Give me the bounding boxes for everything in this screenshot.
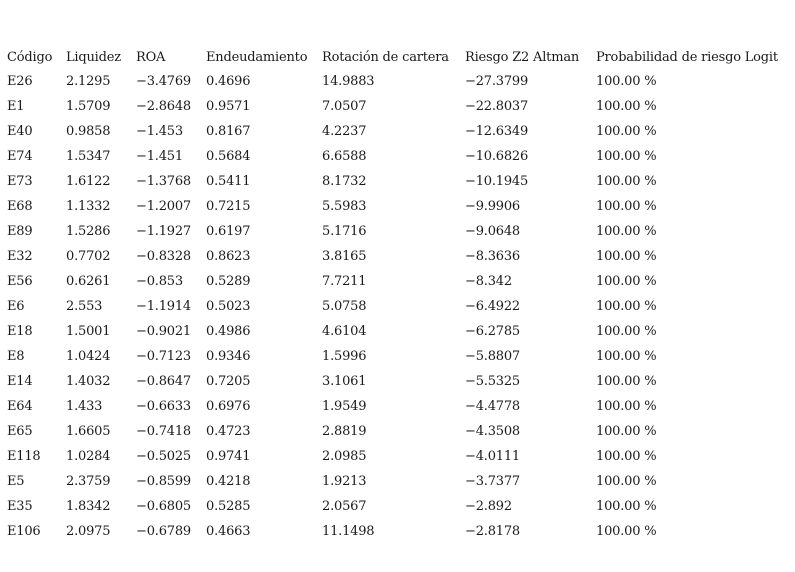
cell-codigo: E18 [7,324,33,339]
cell-liquidez: 1.6122 [66,174,111,189]
cell-rotacion-cartera: 2.0985 [322,449,367,464]
cell-endeudamiento: 0.5023 [206,299,251,314]
header-probabilidad-logit: Probabilidad de riesgo Logit [596,49,778,65]
cell-endeudamiento: 0.5289 [206,274,251,289]
cell-endeudamiento: 0.4663 [206,524,251,539]
cell-rotacion-cartera: 6.6588 [322,149,367,164]
cell-probabilidad-logit: 100.00 % [596,349,657,364]
cell-probabilidad-logit: 100.00 % [596,424,657,439]
cell-codigo: E73 [7,174,33,189]
cell-codigo: E14 [7,374,33,389]
header-roa: ROA [136,49,166,65]
cell-roa: −0.853 [136,274,183,289]
table-row [7,94,792,119]
cell-liquidez: 1.4032 [66,374,111,389]
cell-rotacion-cartera: 5.0758 [322,299,367,314]
cell-endeudamiento: 0.8167 [206,124,251,139]
data-table-container [7,45,792,544]
cell-roa: −1.453 [136,124,183,139]
header-rotacion-cartera: Rotación de cartera [322,49,449,65]
table-row [7,119,792,144]
cell-rotacion-cartera: 14.9883 [322,74,375,89]
cell-riesgo-z2-altman: −12.6349 [465,124,529,139]
table-row [7,519,792,544]
table-row [7,244,792,269]
cell-rotacion-cartera: 1.9549 [322,399,367,414]
cell-liquidez: 1.5001 [66,324,111,339]
table-row [7,194,792,219]
header-liquidez: Liquidez [66,49,121,65]
table-row [7,169,792,194]
cell-liquidez: 1.0424 [66,349,111,364]
cell-probabilidad-logit: 100.00 % [596,174,657,189]
cell-riesgo-z2-altman: −2.8178 [465,524,520,539]
cell-riesgo-z2-altman: −10.1945 [465,174,529,189]
header-codigo: Código [7,49,53,65]
cell-roa: −0.7123 [136,349,191,364]
cell-riesgo-z2-altman: −6.4922 [465,299,520,314]
cell-probabilidad-logit: 100.00 % [596,249,657,264]
cell-probabilidad-logit: 100.00 % [596,474,657,489]
cell-liquidez: 2.553 [66,299,103,314]
cell-liquidez: 1.433 [66,399,103,414]
cell-liquidez: 1.5286 [66,224,111,239]
cell-rotacion-cartera: 4.2237 [322,124,367,139]
cell-endeudamiento: 0.6976 [206,399,251,414]
cell-rotacion-cartera: 1.5996 [322,349,367,364]
cell-endeudamiento: 0.5285 [206,499,251,514]
cell-endeudamiento: 0.7205 [206,374,251,389]
cell-probabilidad-logit: 100.00 % [596,274,657,289]
cell-endeudamiento: 0.4723 [206,424,251,439]
cell-roa: −1.2007 [136,199,191,214]
cell-riesgo-z2-altman: −9.9906 [465,199,520,214]
table-row [7,344,792,369]
table-row [7,69,792,94]
cell-riesgo-z2-altman: −10.6826 [465,149,529,164]
cell-riesgo-z2-altman: −5.5325 [465,374,520,389]
cell-codigo: E56 [7,274,33,289]
table-row [7,394,792,419]
cell-riesgo-z2-altman: −3.7377 [465,474,520,489]
cell-rotacion-cartera: 1.9213 [322,474,367,489]
cell-endeudamiento: 0.6197 [206,224,251,239]
cell-endeudamiento: 0.8623 [206,249,251,264]
cell-probabilidad-logit: 100.00 % [596,99,657,114]
cell-probabilidad-logit: 100.00 % [596,399,657,414]
cell-liquidez: 1.1332 [66,199,111,214]
cell-probabilidad-logit: 100.00 % [596,199,657,214]
cell-liquidez: 2.0975 [66,524,111,539]
cell-roa: −3.4769 [136,74,191,89]
cell-rotacion-cartera: 5.5983 [322,199,367,214]
cell-roa: −0.8328 [136,249,191,264]
cell-roa: −0.6789 [136,524,191,539]
table-row [7,419,792,444]
cell-probabilidad-logit: 100.00 % [596,499,657,514]
cell-roa: −2.8648 [136,99,191,114]
cell-codigo: E68 [7,199,33,214]
cell-codigo: E8 [7,349,25,364]
cell-probabilidad-logit: 100.00 % [596,74,657,89]
cell-codigo: E1 [7,99,25,114]
cell-probabilidad-logit: 100.00 % [596,374,657,389]
cell-rotacion-cartera: 7.0507 [322,99,367,114]
cell-roa: −0.7418 [136,424,191,439]
cell-codigo: E106 [7,524,41,539]
cell-rotacion-cartera: 3.1061 [322,374,367,389]
cell-probabilidad-logit: 100.00 % [596,124,657,139]
table-row [7,444,792,469]
table-header [7,45,792,69]
cell-endeudamiento: 0.9741 [206,449,251,464]
cell-codigo: E26 [7,74,33,89]
table-row [7,469,792,494]
cell-liquidez: 0.9858 [66,124,111,139]
cell-liquidez: 0.6261 [66,274,111,289]
cell-endeudamiento: 0.9346 [206,349,251,364]
cell-riesgo-z2-altman: −5.8807 [465,349,520,364]
cell-rotacion-cartera: 2.8819 [322,424,367,439]
cell-codigo: E35 [7,499,33,514]
cell-endeudamiento: 0.5411 [206,174,251,189]
cell-riesgo-z2-altman: −4.3508 [465,424,520,439]
cell-roa: −0.8599 [136,474,191,489]
cell-endeudamiento: 0.7215 [206,199,251,214]
cell-riesgo-z2-altman: −22.8037 [465,99,529,114]
cell-endeudamiento: 0.5684 [206,149,251,164]
cell-liquidez: 0.7702 [66,249,111,264]
cell-codigo: E5 [7,474,25,489]
cell-endeudamiento: 0.9571 [206,99,251,114]
cell-rotacion-cartera: 4.6104 [322,324,367,339]
cell-endeudamiento: 0.4696 [206,74,251,89]
cell-riesgo-z2-altman: −8.342 [465,274,512,289]
cell-rotacion-cartera: 11.1498 [322,524,375,539]
cell-codigo: E6 [7,299,25,314]
risk-table [7,45,792,544]
cell-riesgo-z2-altman: −8.3636 [465,249,520,264]
cell-probabilidad-logit: 100.00 % [596,524,657,539]
cell-liquidez: 1.6605 [66,424,111,439]
cell-roa: −0.6805 [136,499,191,514]
cell-endeudamiento: 0.4218 [206,474,251,489]
cell-riesgo-z2-altman: −4.0111 [465,449,520,464]
cell-probabilidad-logit: 100.00 % [596,324,657,339]
cell-liquidez: 1.0284 [66,449,111,464]
header-riesgo-z2-altman: Riesgo Z2 Altman [465,49,580,65]
cell-roa: −0.5025 [136,449,191,464]
table-row [7,294,792,319]
cell-liquidez: 2.1295 [66,74,111,89]
header-endeudamiento: Endeudamiento [206,49,308,65]
cell-roa: −0.8647 [136,374,191,389]
cell-probabilidad-logit: 100.00 % [596,224,657,239]
cell-codigo: E32 [7,249,33,264]
table-row [7,494,792,519]
table-row [7,219,792,244]
cell-liquidez: 1.8342 [66,499,111,514]
cell-probabilidad-logit: 100.00 % [596,149,657,164]
cell-endeudamiento: 0.4986 [206,324,251,339]
table-row [7,369,792,394]
cell-riesgo-z2-altman: −27.3799 [465,74,529,89]
cell-liquidez: 1.5709 [66,99,111,114]
cell-roa: −1.1927 [136,224,191,239]
cell-roa: −1.3768 [136,174,191,189]
cell-rotacion-cartera: 7.7211 [322,274,367,289]
cell-probabilidad-logit: 100.00 % [596,449,657,464]
cell-riesgo-z2-altman: −6.2785 [465,324,520,339]
cell-codigo: E64 [7,399,33,414]
table-row [7,144,792,169]
cell-riesgo-z2-altman: −9.0648 [465,224,520,239]
cell-rotacion-cartera: 3.8165 [322,249,367,264]
cell-roa: −1.451 [136,149,183,164]
cell-riesgo-z2-altman: −4.4778 [465,399,520,414]
table-row [7,269,792,294]
cell-codigo: E65 [7,424,33,439]
cell-rotacion-cartera: 8.1732 [322,174,367,189]
cell-roa: −0.9021 [136,324,191,339]
cell-roa: −1.1914 [136,299,191,314]
table-row [7,319,792,344]
cell-riesgo-z2-altman: −2.892 [465,499,512,514]
cell-probabilidad-logit: 100.00 % [596,299,657,314]
cell-liquidez: 1.5347 [66,149,111,164]
header-row [7,45,792,69]
cell-liquidez: 2.3759 [66,474,111,489]
cell-roa: −0.6633 [136,399,191,414]
cell-codigo: E118 [7,449,41,464]
cell-codigo: E40 [7,124,33,139]
cell-rotacion-cartera: 5.1716 [322,224,367,239]
cell-rotacion-cartera: 2.0567 [322,499,367,514]
table-body [7,69,792,544]
cell-codigo: E74 [7,149,33,164]
cell-codigo: E89 [7,224,33,239]
